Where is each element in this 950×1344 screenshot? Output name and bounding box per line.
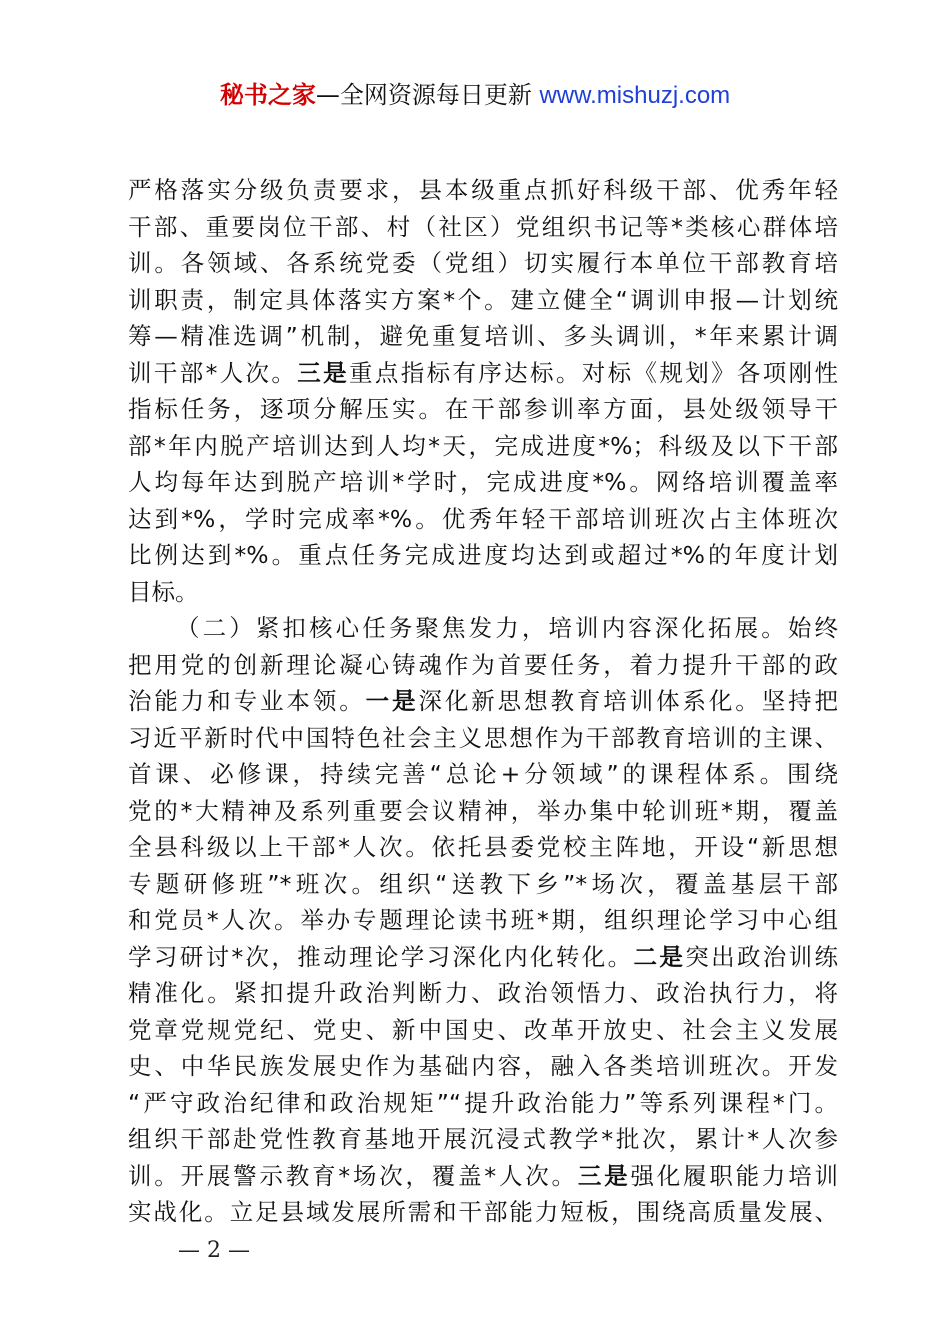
text-run: 干部、重要岗位干部、村（社区）党组织书记等*类核心群体培 — [128, 212, 838, 241]
text-line — [128, 172, 838, 209]
text-run: 突出政治训练 — [685, 942, 838, 971]
text-line — [128, 245, 838, 282]
header-tagline: —全网资源每日更新 — [315, 81, 532, 109]
text-run: 组织干部赴党性教育基地开展沉浸式教学*批次，累计*人次参 — [128, 1125, 838, 1153]
site-header — [0, 78, 950, 113]
text-run: 治能力和专业本领。 — [128, 687, 366, 715]
text-line — [128, 464, 838, 501]
text-line — [128, 939, 838, 976]
text-line — [128, 318, 838, 355]
text-run: 达到*%，学时完成率*%。优秀年轻干部培训班次占主体班次 — [128, 504, 838, 533]
text-line — [128, 610, 838, 647]
text-run: 全县科级以上干部*人次。依托县委党校主阵地，开设“新思想 — [128, 833, 838, 861]
bold-lead-phrase: 三是 — [297, 358, 350, 387]
text-line — [128, 1121, 838, 1158]
text-line — [128, 829, 838, 866]
text-line — [128, 647, 838, 684]
page-number: — 2 — — [178, 1238, 250, 1263]
text-run: 指标任务，逐项分解压实。在干部参训率方面，县处级领导干 — [128, 395, 838, 423]
text-run: 把用党的创新理论凝心铸魂作为首要任务，着力提升干部的政 — [128, 650, 838, 679]
text-run: 学习研讨*次，推动理论学习深化内化转化。 — [128, 942, 634, 971]
text-line — [128, 1194, 838, 1231]
text-run: 部*年内脱产培训达到人均*天，完成进度*%；科级及以下干部 — [128, 431, 838, 460]
text-run: 人均每年达到脱产培训*学时，完成进度*%。网络培训覆盖率 — [128, 468, 838, 496]
text-run: 专题研修班”*班次。组织“送教下乡”*场次，覆盖基层干部 — [128, 869, 838, 898]
text-line — [128, 1158, 838, 1195]
text-run: 目标。 — [128, 577, 199, 606]
text-line — [128, 683, 838, 720]
text-line — [128, 1012, 838, 1049]
text-run: 训。各领域、各系统党委（党组）切实履行本单位干部教育培 — [128, 249, 838, 277]
text-run: 精准化。紧扣提升政治判断力、政治领悟力、政治执行力，将 — [128, 979, 838, 1007]
text-line — [128, 756, 838, 793]
text-line — [128, 866, 838, 903]
text-run: 党的*大精神及系列重要会议精神，举办集中轮训班*期，覆盖 — [128, 796, 838, 825]
text-run: 训职责，制定具体落实方案*个。建立健全“调训申报—计划统 — [128, 285, 838, 314]
text-run: 党章党规党纪、党史、新中国史、改革开放史、社会主义发展 — [128, 1015, 838, 1044]
document-body — [128, 172, 838, 1231]
text-run: “严守政治纪律和政治规矩”“提升政治能力”等系列课程*门。 — [128, 1088, 838, 1117]
text-run: 习近平新时代中国特色社会主义思想作为干部教育培训的主课、 — [128, 723, 838, 752]
text-line — [128, 282, 838, 319]
text-line — [128, 793, 838, 830]
site-url-link[interactable]: www.mishuzj.com — [539, 82, 731, 109]
text-run: 深化新思想教育培训体系化。坚持把 — [418, 687, 838, 715]
text-run: 和党员*人次。举办专题理论读书班*期，组织理论学习中心组 — [128, 906, 838, 934]
bold-lead-phrase: 三是 — [577, 1161, 631, 1190]
text-run: 训。开展警示教育*场次，覆盖*人次。 — [128, 1161, 578, 1190]
text-line — [128, 355, 838, 392]
text-run: 史、中华民族发展史作为基础内容，融入各类培训班次。开发 — [128, 1052, 838, 1080]
text-run: 实战化。立足县域发展所需和干部能力短板，围绕高质量发展、 — [128, 1198, 838, 1226]
text-run: 重点指标有序达标。对标《规划》各项刚性 — [349, 358, 838, 387]
text-line — [128, 391, 838, 428]
text-run: 比例达到*%。重点任务完成进度均达到或超过*%的年度计划 — [128, 541, 838, 569]
text-run: 首课、必修课，持续完善“总论+分领域”的课程体系。围绕 — [128, 760, 838, 788]
bold-lead-phrase: 一是 — [365, 687, 419, 715]
text-line — [128, 537, 838, 574]
text-run: 严格落实分级负责要求，县本级重点抓好科级干部、优秀年轻 — [128, 176, 838, 204]
text-line — [128, 975, 838, 1012]
text-line — [128, 1048, 838, 1085]
text-run: 筹—精准选调”机制，避免重复培训、多头调训，*年来累计调 — [128, 322, 838, 350]
text-line — [128, 1085, 838, 1122]
text-line — [128, 902, 838, 939]
text-run: （二）紧扣核心任务聚焦发力，培训内容深化拓展。始终 — [176, 614, 838, 642]
bold-lead-phrase: 二是 — [633, 942, 686, 971]
brand-name: 秘书之家 — [219, 81, 316, 109]
text-line — [128, 720, 838, 757]
text-line — [128, 209, 838, 246]
text-line — [128, 574, 838, 611]
text-line — [128, 428, 838, 465]
text-run: 强化履职能力培训 — [630, 1161, 838, 1190]
text-line — [128, 501, 838, 538]
text-run: 训干部*人次。 — [128, 358, 298, 387]
